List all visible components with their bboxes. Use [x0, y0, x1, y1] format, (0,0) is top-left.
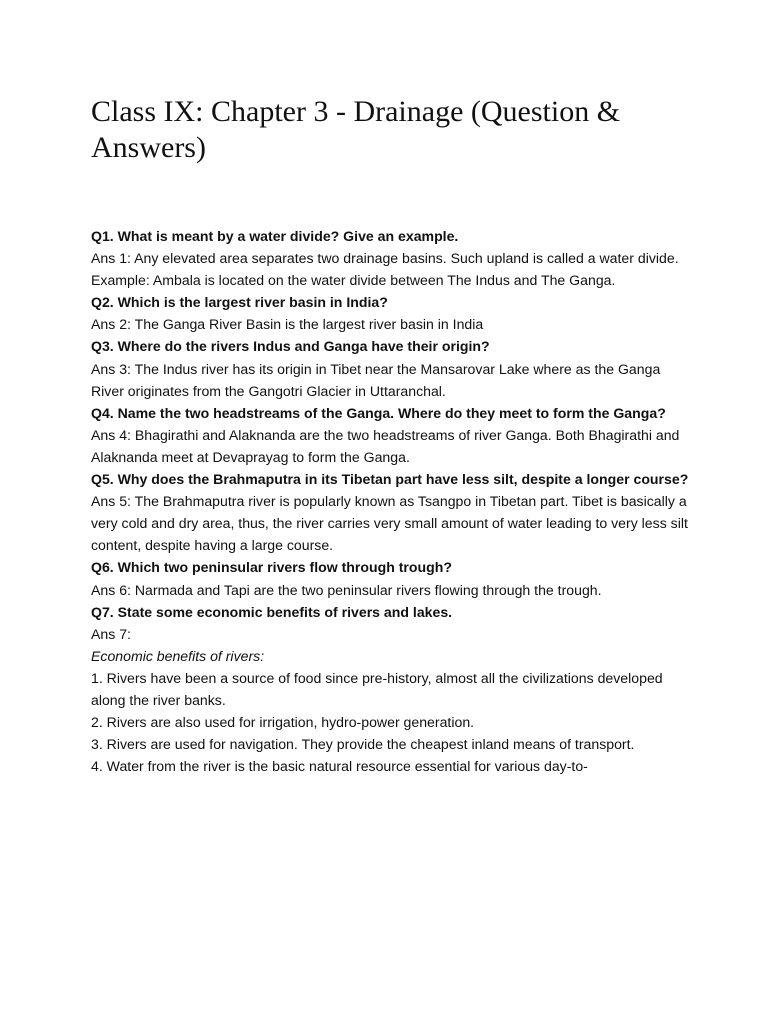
answer-7: [91, 623, 691, 645]
answer-1-label: Ans 1: [91, 250, 128, 267]
question-5: Q5. Why does the Brahmaputra in its Tibetan part have less silt, despite a longer course?: [91, 471, 689, 488]
answer-4: [91, 424, 691, 468]
answer-1: [91, 247, 691, 291]
answer-5-text: : The Brahmaputra river is popularly known as Tsangpo in Tibetan part. Tibet is basically a very cold and dry area, thus, the river carries very small amount of water leading to very less silt content, despite having a large course.: [91, 493, 688, 554]
answer-1-text: : Any elevated area separates two drainage basins. Such upland is called a water divide. Example: Ambala is located on the water divide between The Indus and The Ganga.: [91, 250, 679, 289]
answer-3-label: Ans 3: [91, 360, 128, 377]
answer-5: [91, 490, 691, 556]
answer-3-text: : The Indus river has its origin in Tibet near the Mansarovar Lake where as the Ganga River originates from the Gangotri Glacier in Uttaranchal.: [91, 360, 661, 399]
question-7: Q7. State some economic benefits of rivers and lakes.: [91, 603, 453, 620]
question-3: Q3. Where do the rivers Indus and Ganga have their origin?: [91, 338, 490, 355]
answer-4-text: : Bhagirathi and Alaknanda are the two headstreams of river Ganga. Both Bhagirathi and Alaknanda meet at Devaprayag to form the Ganga.: [91, 426, 680, 465]
answer-6-label: Ans 6: [91, 581, 128, 598]
qa-section: [91, 225, 691, 777]
answer-2: [91, 313, 691, 335]
benefit-item-4: 4. Water from the river is the basic natural resource essential for various day-to-: [91, 758, 588, 775]
question-4: Q4. Name the two headstreams of the Ganga. Where do they meet to form the Ganga?: [91, 404, 666, 421]
answer-7-label: Ans 7:: [91, 625, 131, 642]
benefit-item-1: 1. Rivers have been a source of food since pre-history, almost all the civilizations developed along the river banks.: [91, 669, 663, 708]
answer-5-label: Ans 5: [91, 493, 128, 510]
benefit-item-2: 2. Rivers are also used for irrigation, hydro-power generation.: [91, 714, 475, 731]
benefits-heading: Economic benefits of rivers:: [91, 647, 265, 664]
answer-6-text: : Narmada and Tapi are the two peninsular rivers flowing through the trough.: [127, 581, 602, 598]
document-title: Class IX: Chapter 3 - Drainage (Question & Answers): [91, 95, 621, 164]
answer-4-label: Ans 4: [91, 426, 128, 443]
answer-2-text: : The Ganga River Basin is the largest river basin in India: [127, 316, 484, 333]
answer-3: [91, 358, 691, 402]
benefit-item-3: 3. Rivers are used for navigation. They provide the cheapest inland means of transport.: [91, 736, 635, 753]
answer-6: [91, 579, 691, 601]
question-6: Q6. Which two peninsular rivers flow through trough?: [91, 559, 452, 576]
answer-2-label: Ans 2: [91, 316, 128, 333]
question-2: Q2. Which is the largest river basin in India?: [91, 294, 388, 311]
question-1: Q1. What is meant by a water divide? Give an example.: [91, 228, 459, 244]
